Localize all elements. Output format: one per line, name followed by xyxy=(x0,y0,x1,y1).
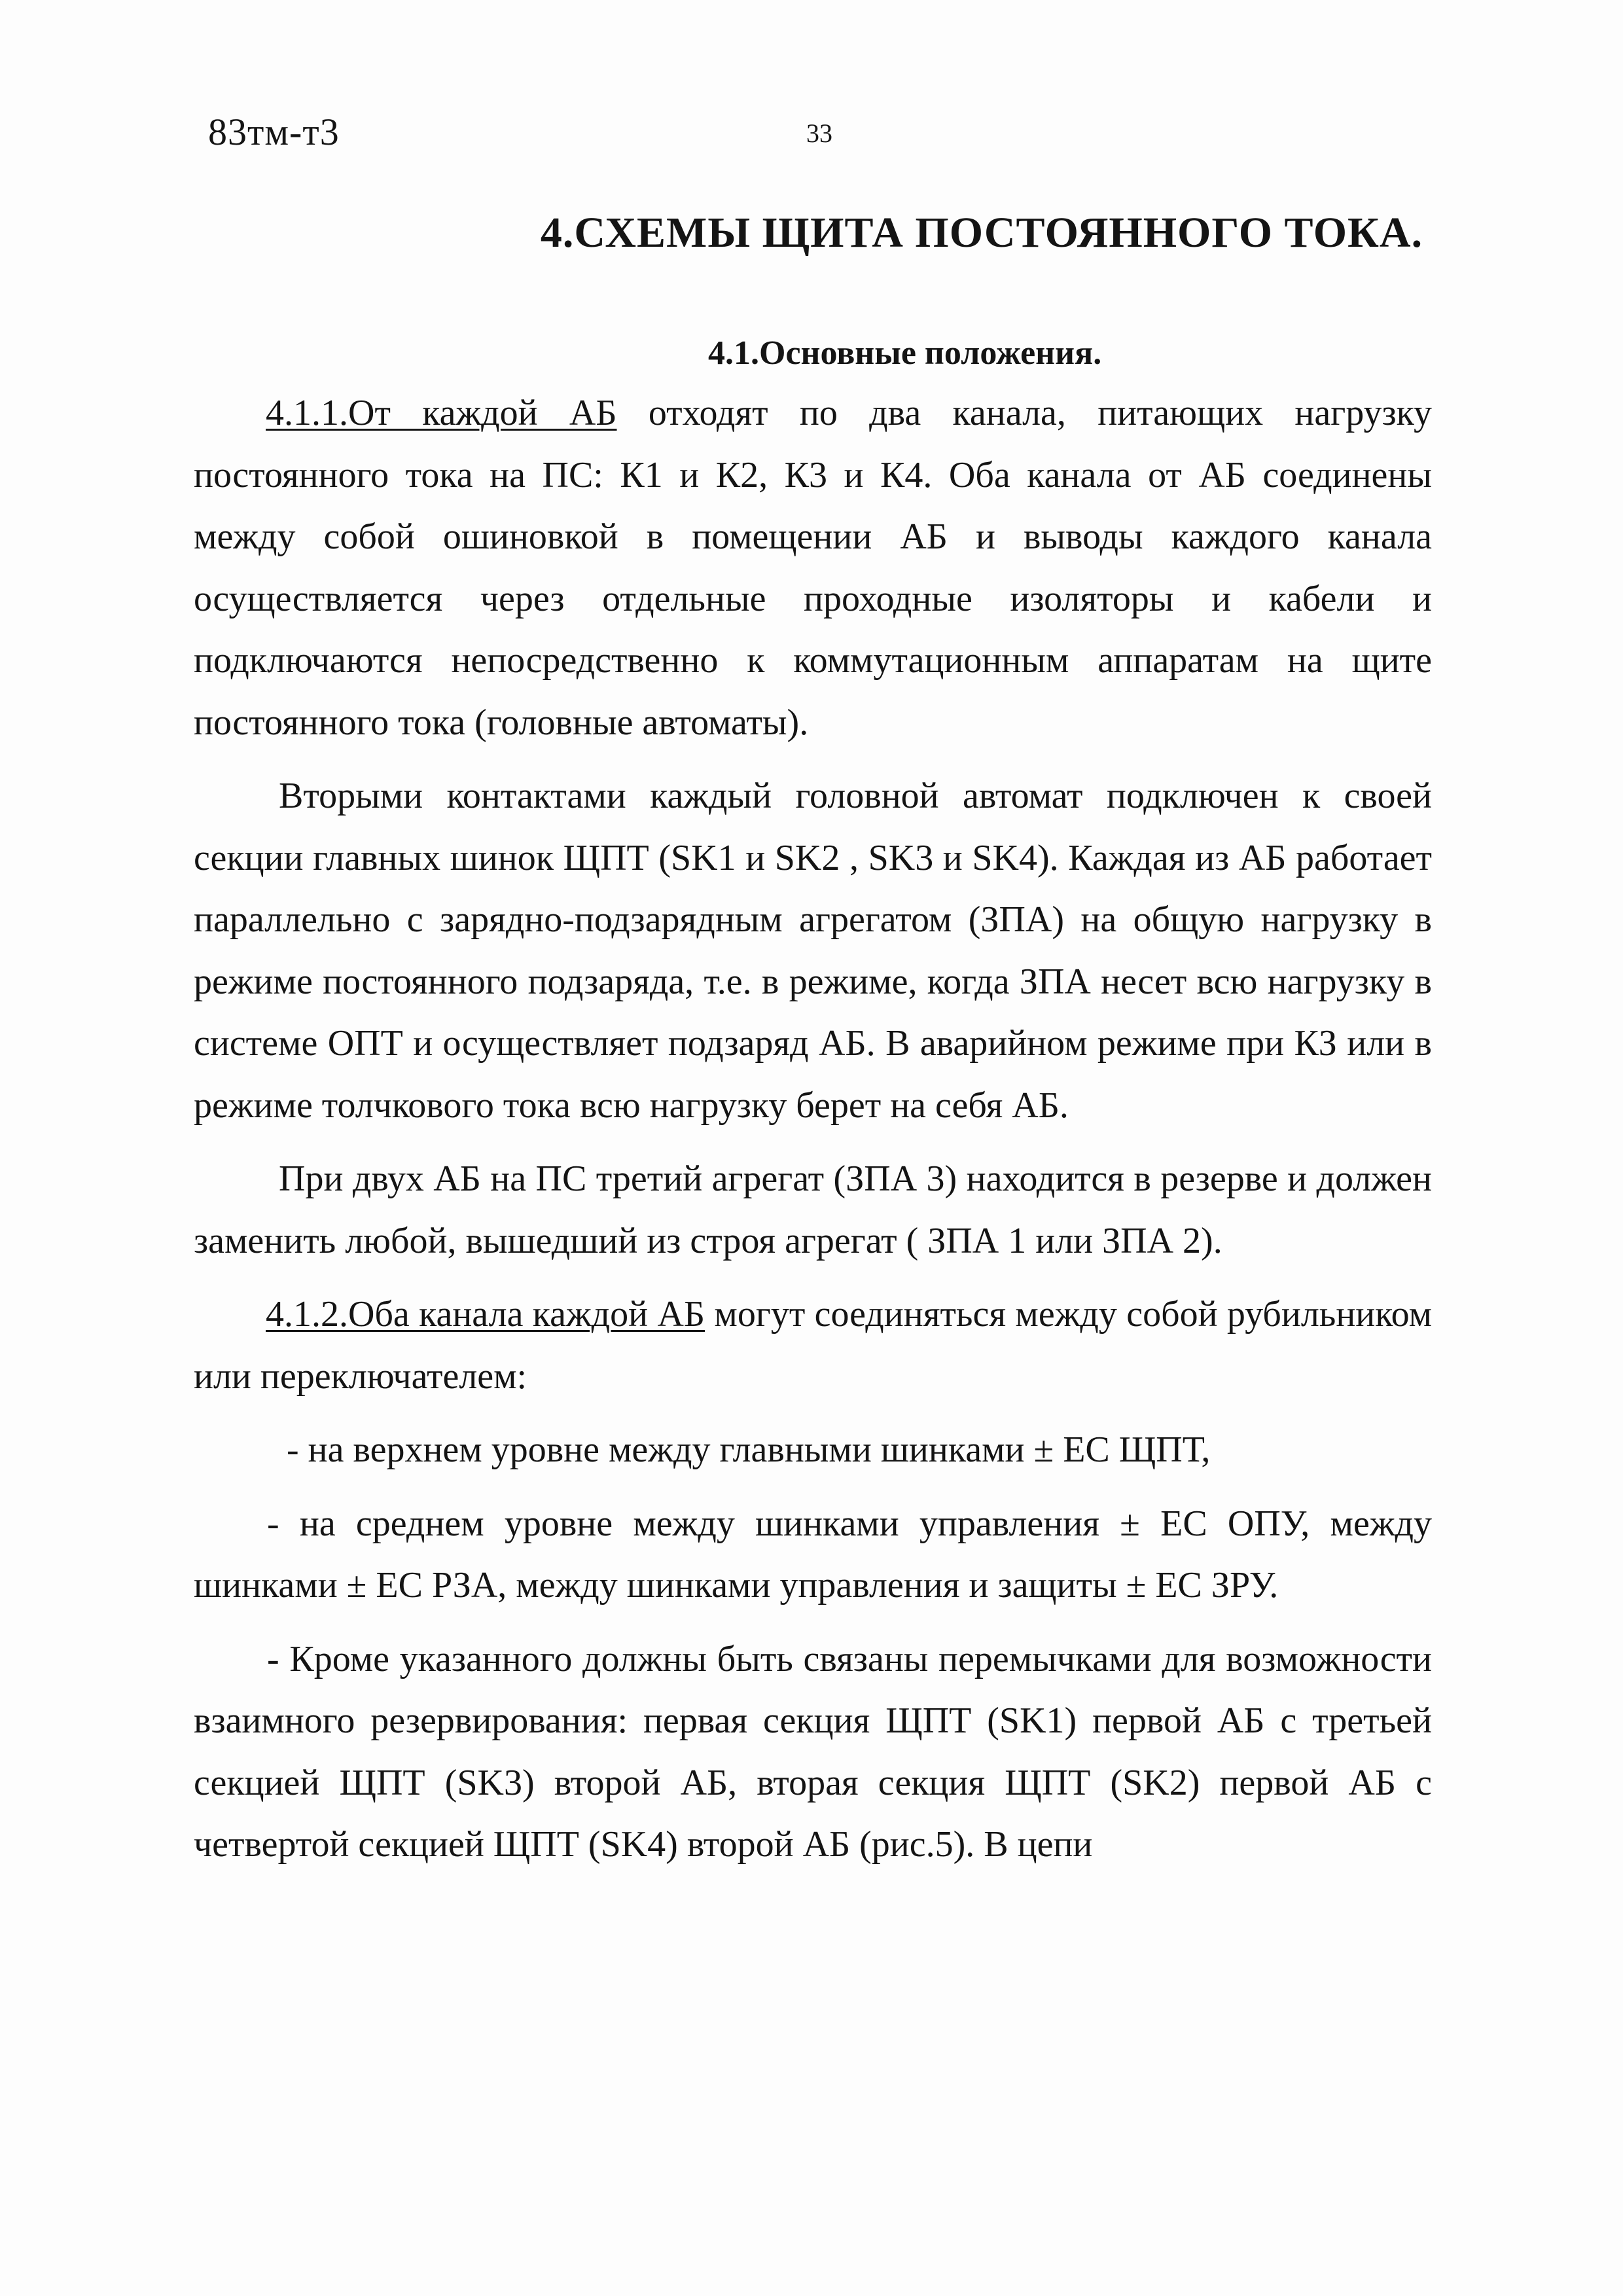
paragraph-4-1-1 xyxy=(194,382,1432,753)
clause-label-4-1-1: 4.1.1.От каждой АБ xyxy=(266,393,617,433)
subsection-title: 4.1.Основные положения. xyxy=(708,334,1102,372)
list-item-jumpers: - Кроме указанного должны быть связаны перемычками для возможности взаимного резервирования: первая секция ЩПТ (SK1) первой АБ с третьей секцией ЩПТ (SK3) второй АБ, вторая секция ЩПТ (SK2) первой АБ с четвертой секцией ЩПТ (SK4) второй АБ (рис.5). В цепи xyxy=(194,1638,1432,1865)
list-item-middle-level: - на среднем уровне между шинками управления ± ЕС ОПУ, между шинками ± ЕС РЗА, между шинками управления и защиты ± ЕС ЗРУ. xyxy=(194,1503,1432,1605)
page-number: 33 xyxy=(806,118,832,148)
paragraph-second-contacts: Вторыми контактами каждый головной автомат подключен к своей секции главных шинок ЩПТ (SK1 и SK2 , SK3 и SK4). Каждая из АБ работает параллельно с зарядно-подзарядным агрегатом (ЗПА) на общую нагрузку в режиме постоянного подзаряда, т.е. в режиме, когда ЗПА несет всю нагрузку в системе ОПТ и осуществляет подзаряд АБ. В аварийном режиме при КЗ или в режиме толчкового тока всю нагрузку берет на себя АБ. xyxy=(194,776,1432,1126)
body-text xyxy=(194,382,1432,1876)
paragraph-4-1-2 xyxy=(194,1283,1432,1407)
section-title: 4.СХЕМЫ ЩИТА ПОСТОЯННОГО ТОКА. xyxy=(540,209,1423,257)
document-code: 83тм-т3 xyxy=(208,111,340,153)
paragraph-4-1-2-text: могут соединяться между собой рубильником или переключателем: xyxy=(194,1294,1432,1397)
list-item-upper-level: - на верхнем уровне между главными шинками ± ЕС ЩПТ, xyxy=(287,1429,1211,1470)
paragraph-reserve-unit: При двух АБ на ПС третий агрегат (ЗПА 3) находится в резерве и должен заменить любой, вышедший из строя агрегат ( ЗПА 1 или ЗПА 2). xyxy=(194,1158,1432,1261)
paragraph-4-1-1-text: отходят по два канала, питающих нагрузку постоянного тока на ПС: К1 и К2, К3 и К4. Оба канала от АБ соединены между собой ошиновкой в помещении АБ и выводы каждого канала осуществляется через отдельные проходные изоляторы и кабели и подключаются непосредственно к коммутационным аппаратам на щите постоянного тока (головные автоматы). xyxy=(194,393,1432,743)
clause-label-4-1-2: 4.1.2.Оба канала каждой АБ xyxy=(266,1294,705,1335)
